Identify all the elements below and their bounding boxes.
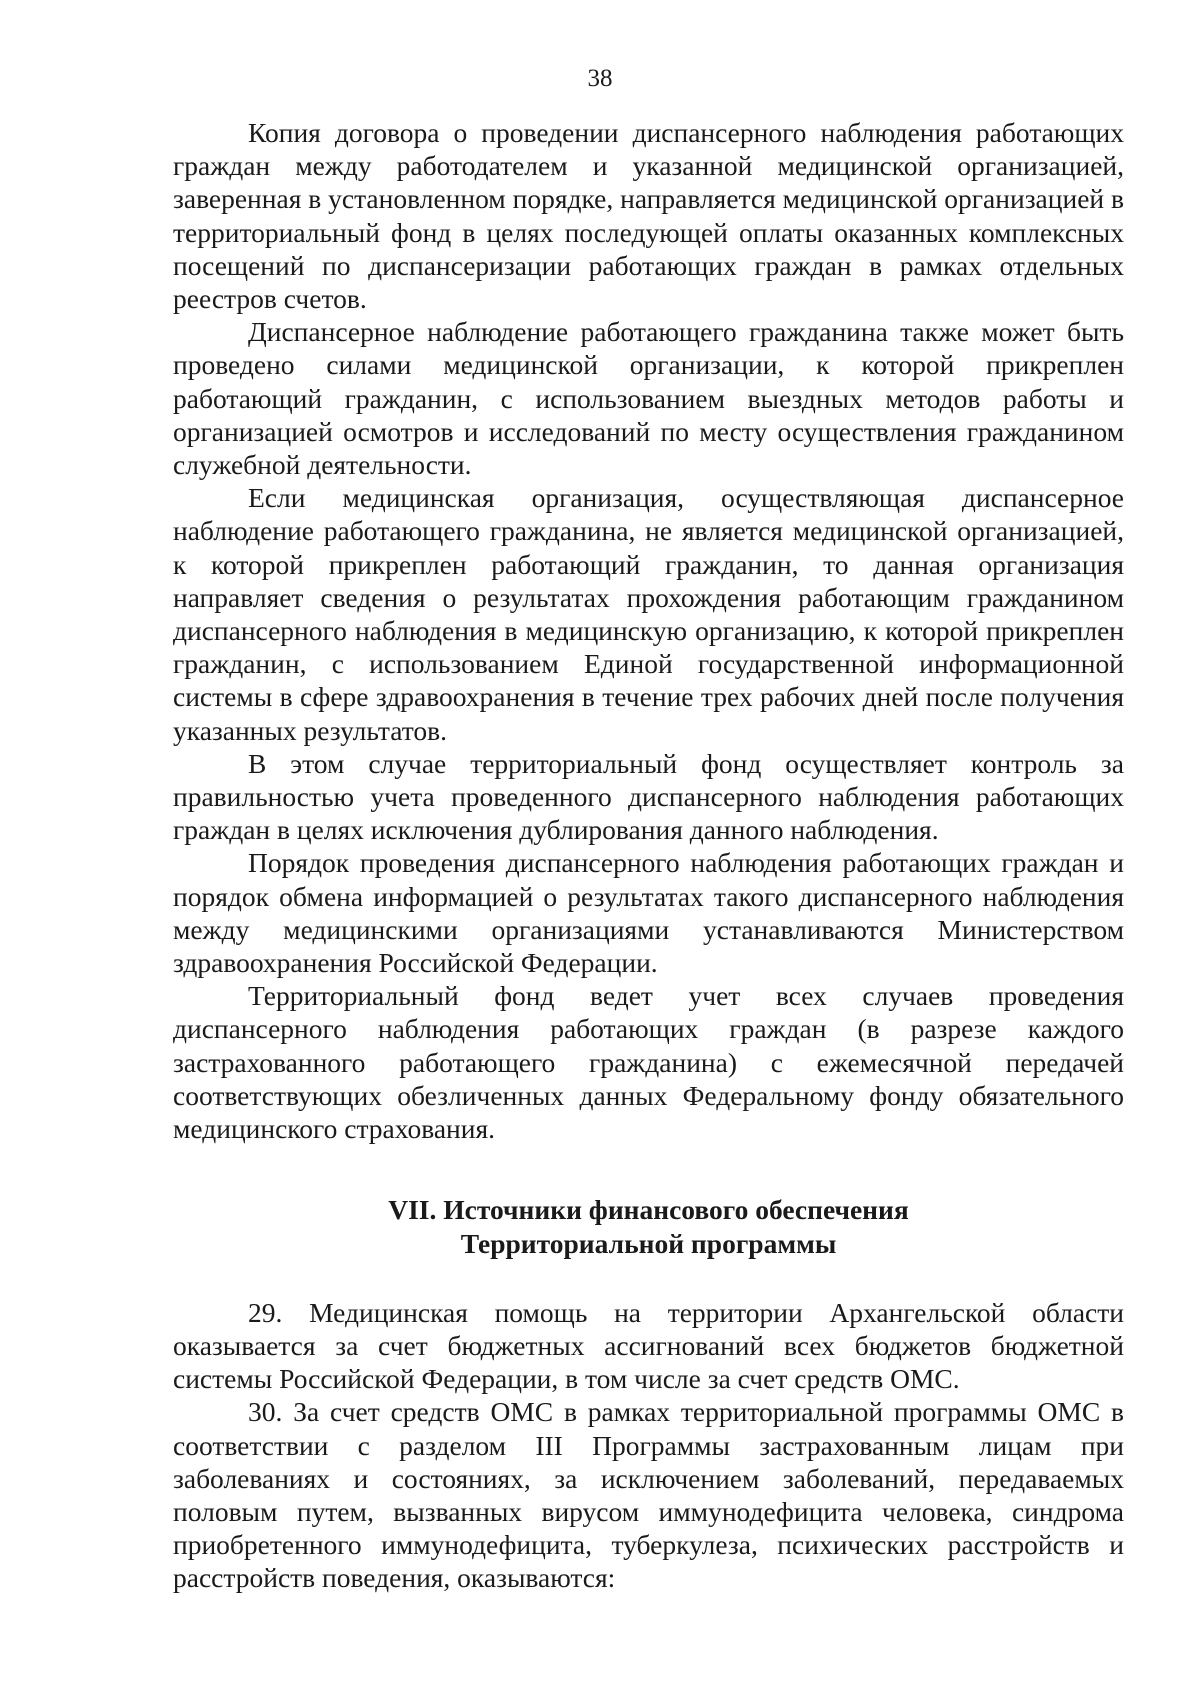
paragraph-fund-accounting: Территориальный фонд ведет учет всех случаев проведения диспансерного наблюдения работающих граждан (в разрезе каждого застрахованного работающего гражданина) с ежемесячной передачей соответствующих обезличенных данных Федеральному фонду обязательного медицинского страхования.: [173, 980, 1124, 1145]
paragraph-procedure: Порядок проведения диспансерного наблюдения работающих граждан и порядок обмена информацией о результатах такого диспансерного наблюдения между медицинскими организациями устанавливаются Министерством здравоохранения Российской Федерации.: [173, 847, 1124, 979]
paragraph-results-transfer: Если медицинская организация, осуществляющая диспансерное наблюдение работающего гражданина, не является медицинской организацией, к которой прикреплен работающий гражданин, то данная организация направляет сведения о результатах прохождения работающим гражданином диспансерного наблюдения в медицинскую организацию, к которой прикреплен гражданин, с использованием Единой государственной информационной системы в сфере здравоохранения в течение трех рабочих дней после получения указанных результатов.: [173, 482, 1124, 746]
section-heading-line-2: Территориальной программы: [460, 1227, 837, 1259]
paragraph-item-29: 29. Медицинская помощь на территории Архангельской области оказывается за счет бюджетных ассигнований всех бюджетов бюджетной системы Российской Федерации, в том числе за счет средств ОМС.: [173, 1296, 1124, 1395]
paragraph-contract-copy: Копия договора о проведении диспансерного наблюдения работающих граждан между работодателем и указанной медицинской организацией, заверенная в установленном порядке, направляется медицинской организацией в территориальный фонд в целях последующей оплаты оказанных комплексных посещений по диспансеризации работающих граждан в рамках отдельных реестров счетов.: [173, 117, 1124, 315]
page-number: 38: [587, 65, 613, 92]
document-body: [173, 116, 1124, 1595]
paragraph-observation-by-own-organization: Диспансерное наблюдение работающего гражданина также может быть проведено силами медицинской организации, к которой прикреплен работающий гражданин, с использованием выездных методов работы и организацией осмотров и исследований по месту осуществления гражданином служебной деятельности.: [173, 316, 1124, 481]
section-heading-line-1: VII. Источники финансового обеспечения: [388, 1194, 909, 1226]
section-heading: [173, 1193, 1124, 1259]
paragraph-item-30: 30. За счет средств ОМС в рамках территориальной программы ОМС в соответствии с разделом III Программы застрахованным лицам при заболеваниях и состояниях, за исключением заболеваний, передаваемых половым путем, вызванных вирусом иммунодефицита человека, синдрома приобретенного иммунодефицита, туберкулеза, психических расстройств и расстройств поведения, оказываются:: [173, 1396, 1124, 1594]
paragraph-fund-control: В этом случае территориальный фонд осуществляет контроль за правильностью учета проведенного диспансерного наблюдения работающих граждан в целях исключения дублирования данного наблюдения.: [173, 747, 1124, 846]
